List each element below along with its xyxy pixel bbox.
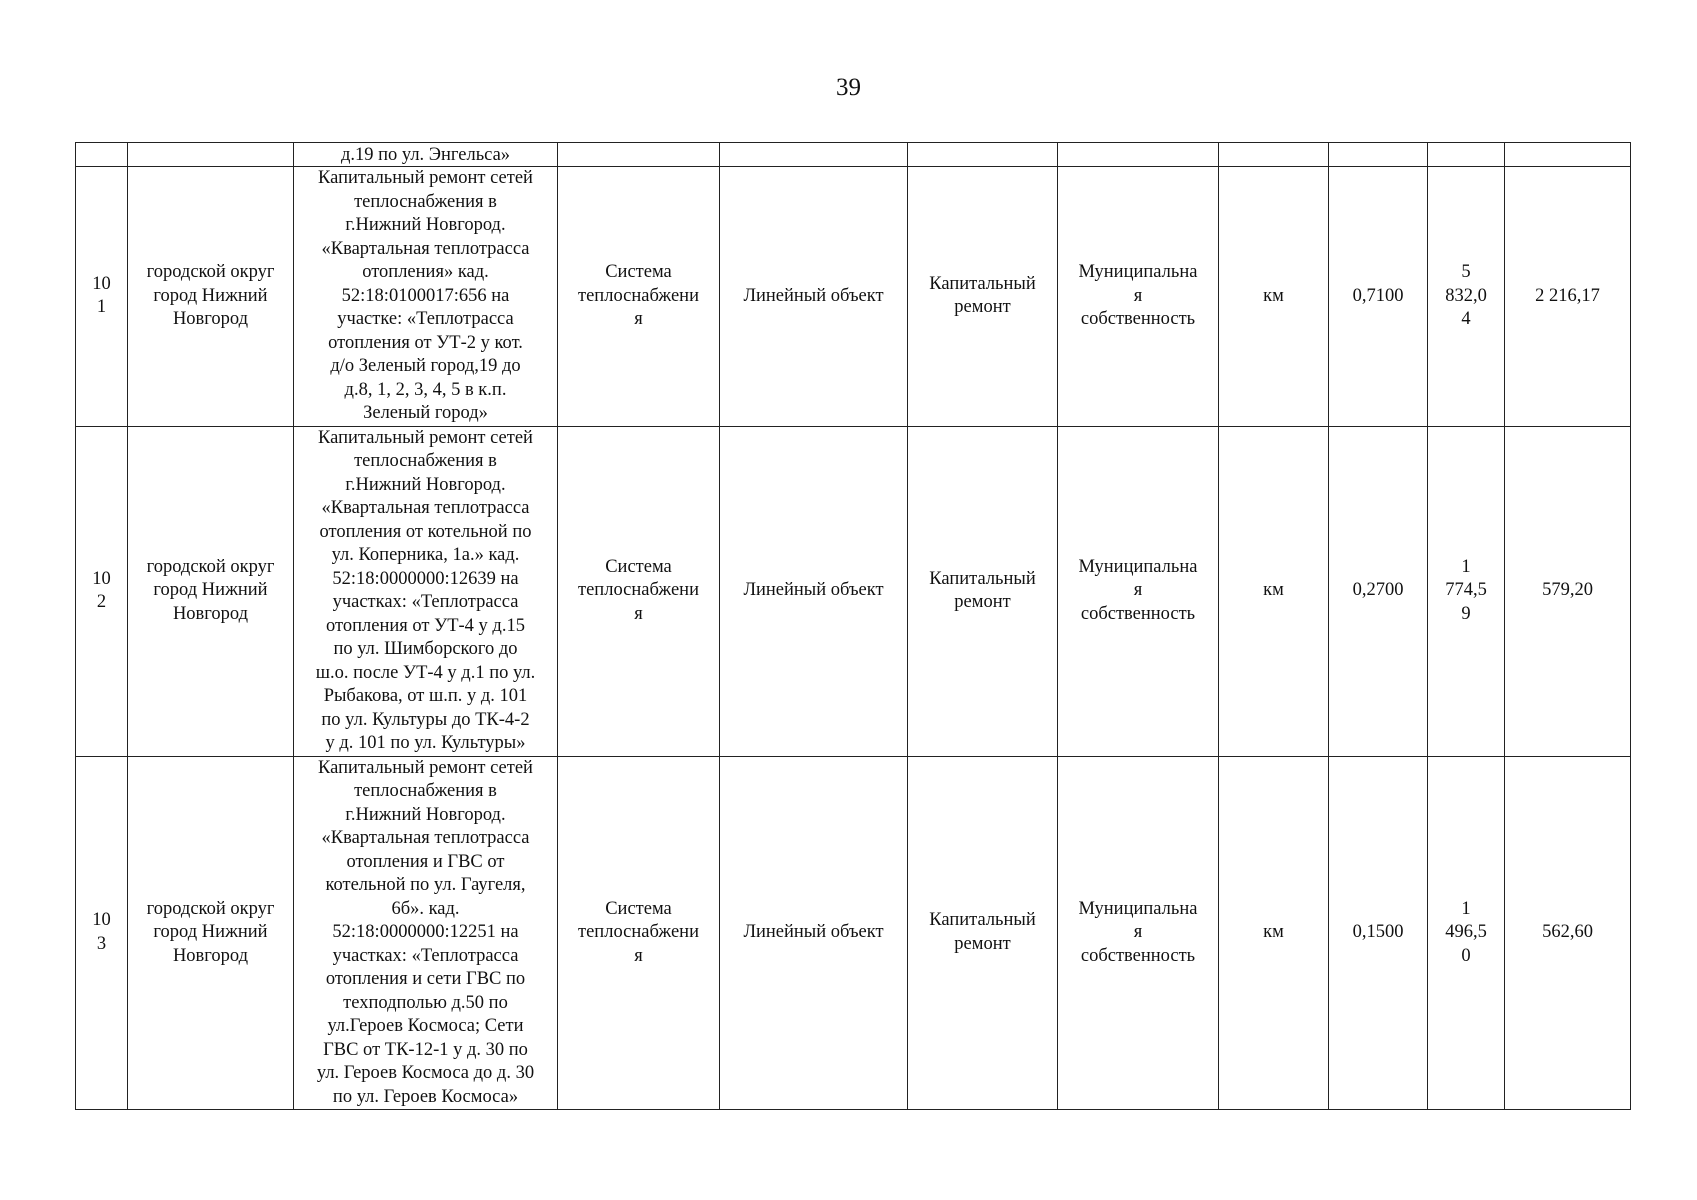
system-cell: Система теплоснабжени я — [558, 167, 720, 427]
object-type-cell: Линейный объект — [720, 426, 908, 756]
work-type-cell: Капитальный ремонт — [908, 167, 1058, 427]
object-type-cell: Линейный объект — [720, 167, 908, 427]
row-number: 10 2 — [76, 426, 128, 756]
district-cell: городской округ город Нижний Новгород — [128, 167, 294, 427]
page-number: 39 — [836, 74, 861, 101]
district-cell: городской округ город Нижний Новгород — [128, 426, 294, 756]
table-row — [76, 167, 1631, 427]
continuation-row — [76, 143, 1631, 167]
total-cell: 2 216,17 — [1505, 167, 1631, 427]
length-cell: 0,1500 — [1329, 756, 1428, 1110]
unit-cell: км — [1219, 167, 1329, 427]
row-number: 10 1 — [76, 167, 128, 427]
table-row — [76, 426, 1631, 756]
length-cell: 0,7100 — [1329, 167, 1428, 427]
system-cell: Система теплоснабжени я — [558, 756, 720, 1110]
ownership-cell: Муниципальна я собственность — [1058, 756, 1219, 1110]
district-cell: городской округ город Нижний Новгород — [128, 756, 294, 1110]
cost-cell: 1 774,5 9 — [1428, 426, 1505, 756]
length-cell: 0,2700 — [1329, 426, 1428, 756]
total-cell: 562,60 — [1505, 756, 1631, 1110]
ownership-cell: Муниципальна я собственность — [1058, 426, 1219, 756]
work-type-cell: Капитальный ремонт — [908, 756, 1058, 1110]
work-type-cell: Капитальный ремонт — [908, 426, 1058, 756]
table-row — [76, 756, 1631, 1110]
unit-cell: км — [1219, 426, 1329, 756]
description-cell: Капитальный ремонт сетей теплоснабжения в г.Нижний Новгород. «Квартальная теплотрасса отопления от котельной по ул. Коперника, 1а.» кад. 52:18:0000000:12639 на участках: «Теплотрасса отопления от УТ-4 у д.15 по ул. Шимборского до ш.о. после УТ-4 у д.1 по ул. Рыбакова, от ш.п. у д. 101 по ул. Культуры до ТК-4-2 у д. 101 по ул. Культуры» — [294, 426, 558, 756]
works-table — [75, 142, 1631, 1110]
ownership-cell: Муниципальна я собственность — [1058, 167, 1219, 427]
continuation-cell: д.19 по ул. Энгельса» — [294, 143, 558, 167]
object-type-cell: Линейный объект — [720, 756, 908, 1110]
description-cell: Капитальный ремонт сетей теплоснабжения в г.Нижний Новгород. «Квартальная теплотрасса отопления» кад. 52:18:0100017:656 на участке: «Теплотрасса отопления от УТ-2 у кот. д/о Зеленый город,19 до д.8, 1, 2, 3, 4, 5 в к.п. Зеленый город» — [294, 167, 558, 427]
description-cell: Капитальный ремонт сетей теплоснабжения в г.Нижний Новгород. «Квартальная теплотрасса отопления и ГВС от котельной по ул. Гаугеля, 6б». кад. 52:18:0000000:12251 на участках: «Теплотрасса отопления и сети ГВС по техподполью д.50 по ул.Героев Космоса; Сети ГВС от ТК-12-1 у д. 30 по ул. Героев Космоса до д. 30 по ул. Героев Космоса» — [294, 756, 558, 1110]
unit-cell: км — [1219, 756, 1329, 1110]
total-cell: 579,20 — [1505, 426, 1631, 756]
cost-cell: 1 496,5 0 — [1428, 756, 1505, 1110]
cost-cell: 5 832,0 4 — [1428, 167, 1505, 427]
system-cell: Система теплоснабжени я — [558, 426, 720, 756]
row-number: 10 3 — [76, 756, 128, 1110]
